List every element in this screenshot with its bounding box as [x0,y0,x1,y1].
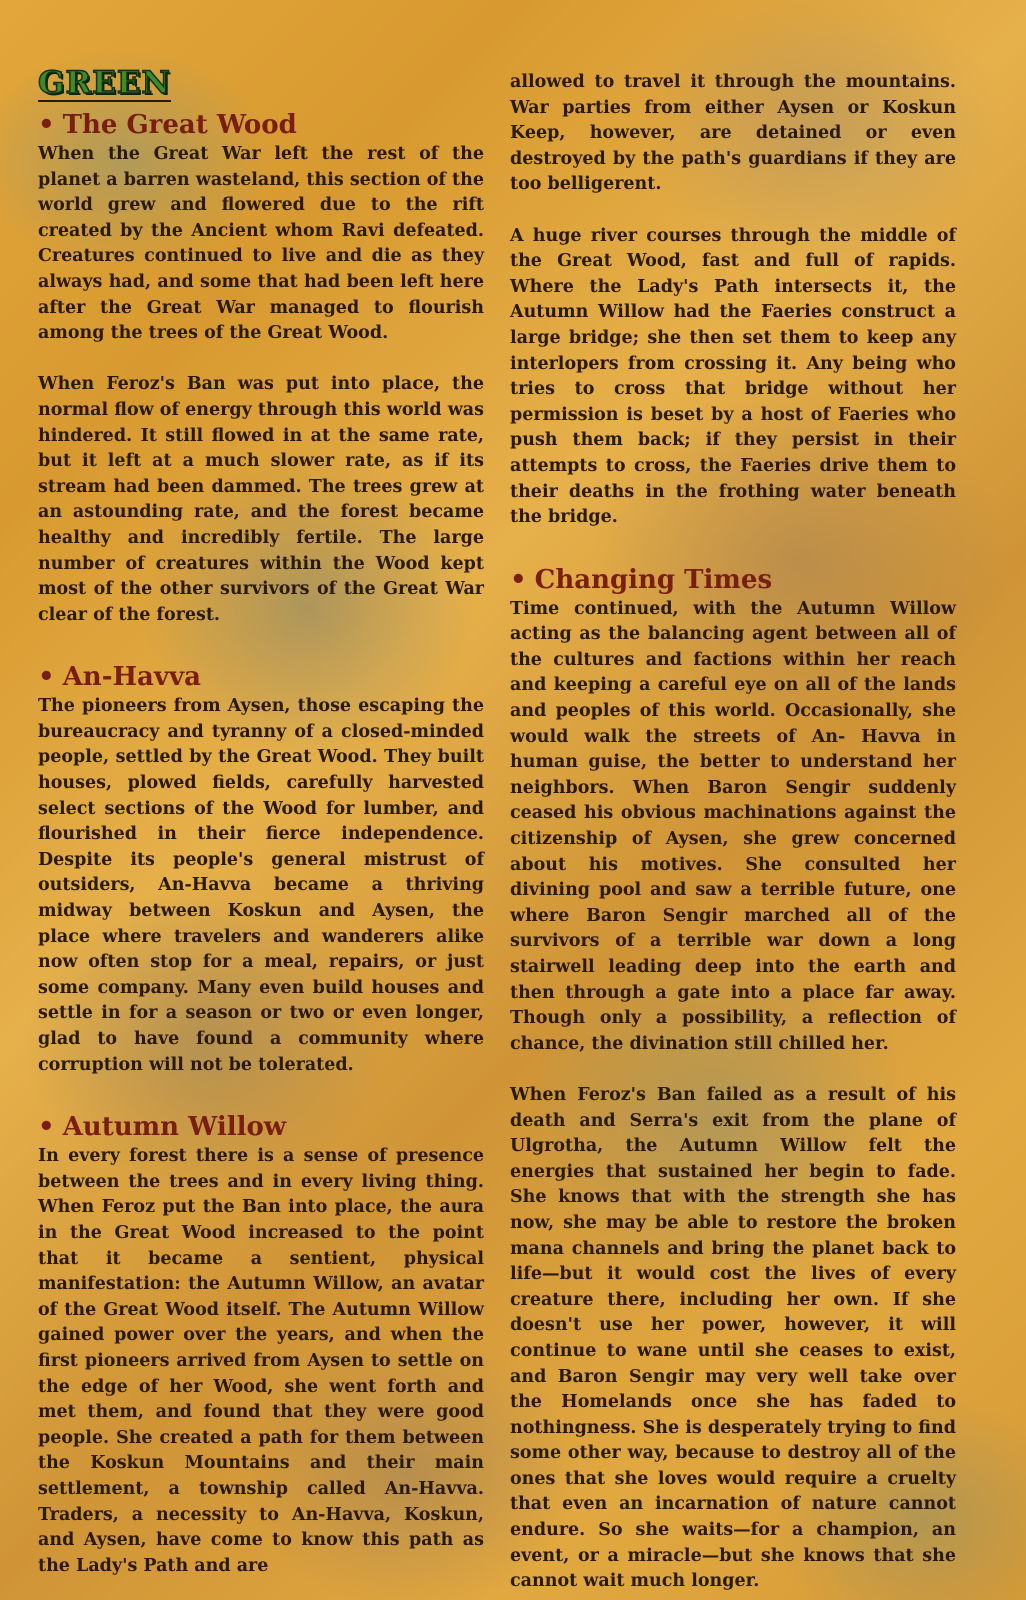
paragraph-great-wood-1: When the Great War left the rest of the planet a barren wasteland, this section of the world grew and flowered due to the rift created by the Ancient whom Ravi defeated. Creatures continued to live and die as they always had, and some that had been left here after the Great War managed to flourish among the trees of the Great Wood. [38,144,484,344]
heading-great-wood: • The Great Wood [38,110,297,140]
paragraph-autumn-willow: In every forest there is a sense of presence between the trees and in every living thing. When Feroz put the Ban into place, the aura in the Great Wood increased to the point that it became a sentient, physical manifestation: the Autumn Willow, an avatar of the Great Wood itself. The Autumn Willow gained power over the years, and when the first pioneers arrived from Aysen to settle on the edge of her Wood, she went forth and met them, and found that they were good people. She created a path for them between the Koskun Mountains and their main settlement, a township called An-Havva. Traders, a necessity to An-Havva, Koskun, and Aysen, have come to know this path as the Lady's Path and are [38,1146,484,1576]
paragraph-great-wood-2: When Feroz's Ban was put into place, the normal flow of energy through this world was hindered. It still flowed in at the same rate, but it left at a much slower rate, as if its stream had been dammed. The trees grew at an astounding rate, and the forest became healthy and incredibly fertile. The large number of creatures within the Wood kept most of the other survivors of the Great War clear of the forest. [38,374,484,625]
paragraph-changing-times-1: Time continued, with the Autumn Willow acting as the balancing agent between all of the cultures and factions within her reach and keeping a careful eye on all of the lands and peoples of this world. Occasionally, she would walk the streets of An- Havva in human guise, the better to understand her neighbors. When Baron Sengir suddenly ceased his obvious machinations against the citizenship of Aysen, she grew concerned about his motives. She consulted her divining pool and saw a terrible future, one where Baron Sengir marched all of the survivors of a terrible war down a long stairwell leading deep into the earth and then through a gate into a place far away. Though only a possibility, a reflection of chance, the divination still chilled her. [510,598,956,1054]
paragraph-river: A huge river courses through the middle of the Great Wood, fast and full of rapids. Where the Lady's Path intersects it, the Autumn Willow had the Faeries construct a large bridge; she then set them to keep any interlopers from crossing it. Any being who tries to cross that bridge without her permission is beset by a host of Faeries who push them back; if they persist in their attempts to cross, the Faeries drive them to their deaths in the frothing water beneath the bridge. [510,225,956,528]
paragraph-continuation: allowed to travel it through the mountains. War parties from either Aysen or Koskun Keep, however, are detained or even destroyed by the path's guardians if they are too belligerent. [510,72,956,195]
right-column [510,70,956,1595]
heading-changing-times: • Changing Times [510,564,773,595]
heading-autumn-willow: • Autumn Willow [38,1112,287,1143]
paragraph-changing-times-2: When Feroz's Ban failed as a result of his death and Serra's exit from the plane of Ulgrotha, the Autumn Willow felt the energies that sustained her begin to fade. She knows that with the strength she has now, she may be able to restore the broken mana channels and bring the planet back to life—but it would cost the lives of every creature there, including her own. If she doesn't use her power, however, it will continue to wane until she ceases to exist, and Baron Sengir may very well take over the Homelands once she has faded to nothingness. She is desperately trying to find some other way, because to destroy all of the ones that she loves would require a cruelty that even an incarnation of nature cannot endure. So she waits—for a champion, an event, or a miracle—but she knows that she cannot wait much longer. [510,1084,956,1592]
heading-an-havva-text: An-Havva [62,662,201,693]
heading-great-wood-text: The Great Wood [62,110,297,140]
left-column [38,66,484,1579]
heading-changing-times-text: Changing Times [534,564,773,595]
paragraph-an-havva: The pioneers from Aysen, those escaping the bureaucracy and tyranny of a closed-minded people, settled by the Great Wood. They built houses, plowed fields, carefully harvested select sections of the Wood for lumber, and flourished in their fierce independence. Despite its people's general mistrust of outsiders, An-Havva became a thriving midway between Koskun and Aysen, the place where travelers and wanderers alike now often stop for a meal, repairs, or just some company. Many even build houses and settle in for a season or two or even longer, glad to have found a community where corruption will not be tolerated. [38,696,484,1075]
section-label: GREEN [38,65,171,101]
heading-autumn-willow-text: Autumn Willow [62,1112,287,1143]
heading-an-havva: • An-Havva [38,662,201,693]
